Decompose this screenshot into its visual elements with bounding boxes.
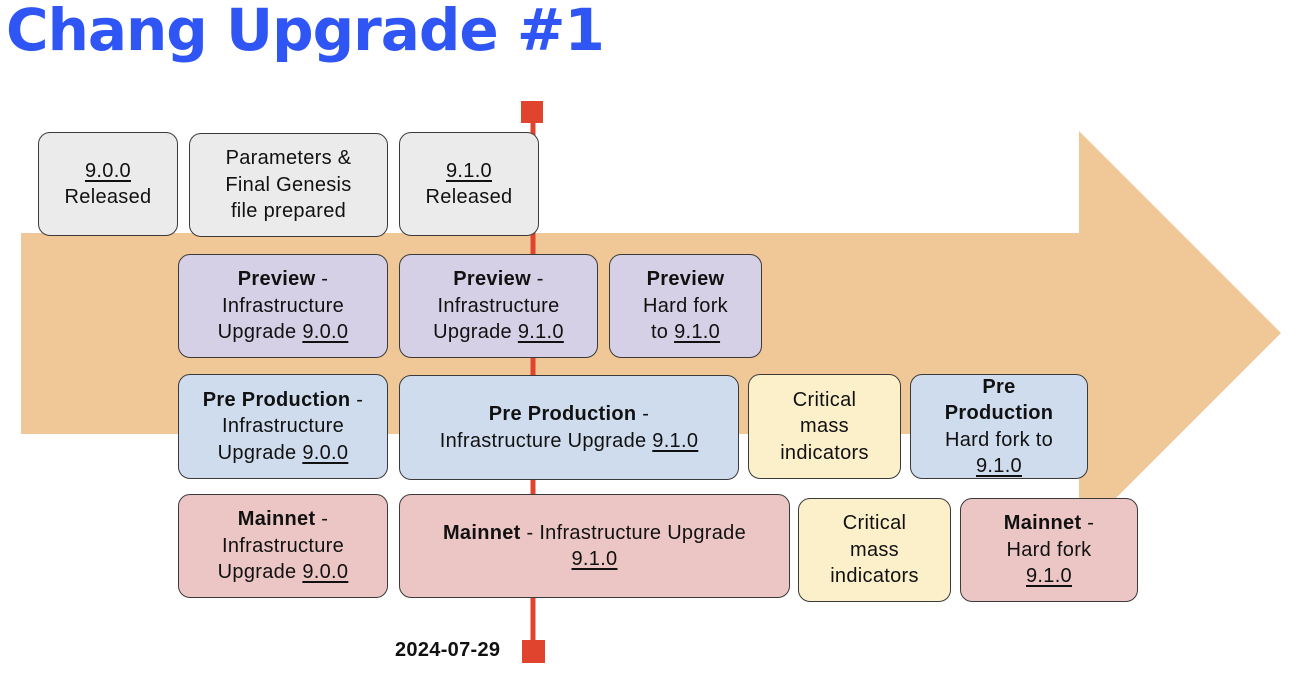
environment-label: Pre Production [488, 403, 637, 425]
version-label: 9.0.0 [302, 561, 349, 584]
environment-label-line-2: Production [944, 402, 1054, 424]
version-label: 9.1.0 [674, 321, 721, 344]
environment-label: Preview [453, 268, 531, 291]
version-label: 9.1.0 [571, 548, 618, 570]
milestone-9-0-0-released [38, 132, 178, 236]
version-label: 9.0.0 [85, 159, 131, 182]
milestone-parameters-genesis [189, 133, 388, 237]
task-label: Infrastructure [221, 294, 345, 317]
task-label: Infrastructure Upgrade [439, 429, 653, 452]
task-label: - Infrastructure Upgrade [520, 521, 747, 544]
version-label: 9.1.0 [1026, 565, 1072, 588]
environment-label: Mainnet [442, 521, 521, 544]
milestone-9-1-0-released [399, 132, 539, 236]
preprod-infra-upgrade-9-0-0: Pre Production - Infrastructure Upgrade 9.0.0 [178, 374, 388, 479]
task-label: Hard fork [1006, 538, 1092, 561]
task-label: Infrastructure [221, 534, 345, 557]
environment-label: Pre Production [202, 388, 351, 411]
version-label: 9.1.0 [446, 159, 492, 182]
task-label: Hard fork [643, 294, 728, 317]
environment-label: Preview [646, 268, 725, 291]
preview-infra-upgrade-9-0-0: Preview - Infrastructure Upgrade 9.0.0 [178, 254, 388, 358]
preprod-critical-mass-indicators: Critical mass indicators [748, 374, 901, 479]
milestone-label: Released [425, 186, 513, 208]
milestone-line-1: Parameters & [225, 147, 352, 170]
preprod-hard-fork-9-1-0 [910, 374, 1088, 479]
environment-label: Preview [237, 268, 316, 291]
mainnet-hard-fork-9-1-0: Mainnet - Hard fork 9.1.0 [960, 498, 1138, 602]
version-label: 9.1.0 [517, 321, 564, 344]
preview-hard-fork-9-1-0: Preview Hard fork to 9.1.0 [609, 254, 762, 358]
mainnet-critical-mass-indicators: Critical mass indicators [798, 498, 951, 602]
milestone-line-2: Final Genesis [225, 173, 352, 196]
milestone-label: Released [64, 186, 152, 208]
environment-label: Mainnet [237, 508, 316, 531]
version-label: 9.1.0 [976, 455, 1022, 477]
environment-label: Mainnet [1003, 512, 1082, 535]
date-marker-bottom-flag [522, 640, 545, 663]
preview-infra-upgrade-9-1-0: Preview - Infrastructure Upgrade 9.1.0 [399, 254, 598, 358]
task-label: Infrastructure [221, 415, 345, 438]
environment-label: Pre [982, 375, 1016, 398]
milestone-line-3: file prepared [230, 200, 347, 223]
date-marker-label: 2024-07-29 [395, 639, 501, 661]
page-title: Chang Upgrade #1 [6, 0, 604, 64]
task-label: Infrastructure [437, 294, 560, 317]
version-label: 9.0.0 [302, 321, 349, 344]
task-label: Hard fork to [944, 428, 1054, 451]
mainnet-infra-upgrade-9-0-0: Mainnet - Infrastructure Upgrade 9.0.0 [178, 494, 388, 598]
version-label: 9.1.0 [652, 429, 699, 452]
date-marker-top-flag [521, 101, 543, 123]
preprod-infra-upgrade-9-1-0: Pre Production - Infrastructure Upgrade 9.1.0 [399, 375, 739, 480]
mainnet-infra-upgrade-9-1-0 [399, 494, 790, 598]
version-label: 9.0.0 [302, 441, 349, 464]
